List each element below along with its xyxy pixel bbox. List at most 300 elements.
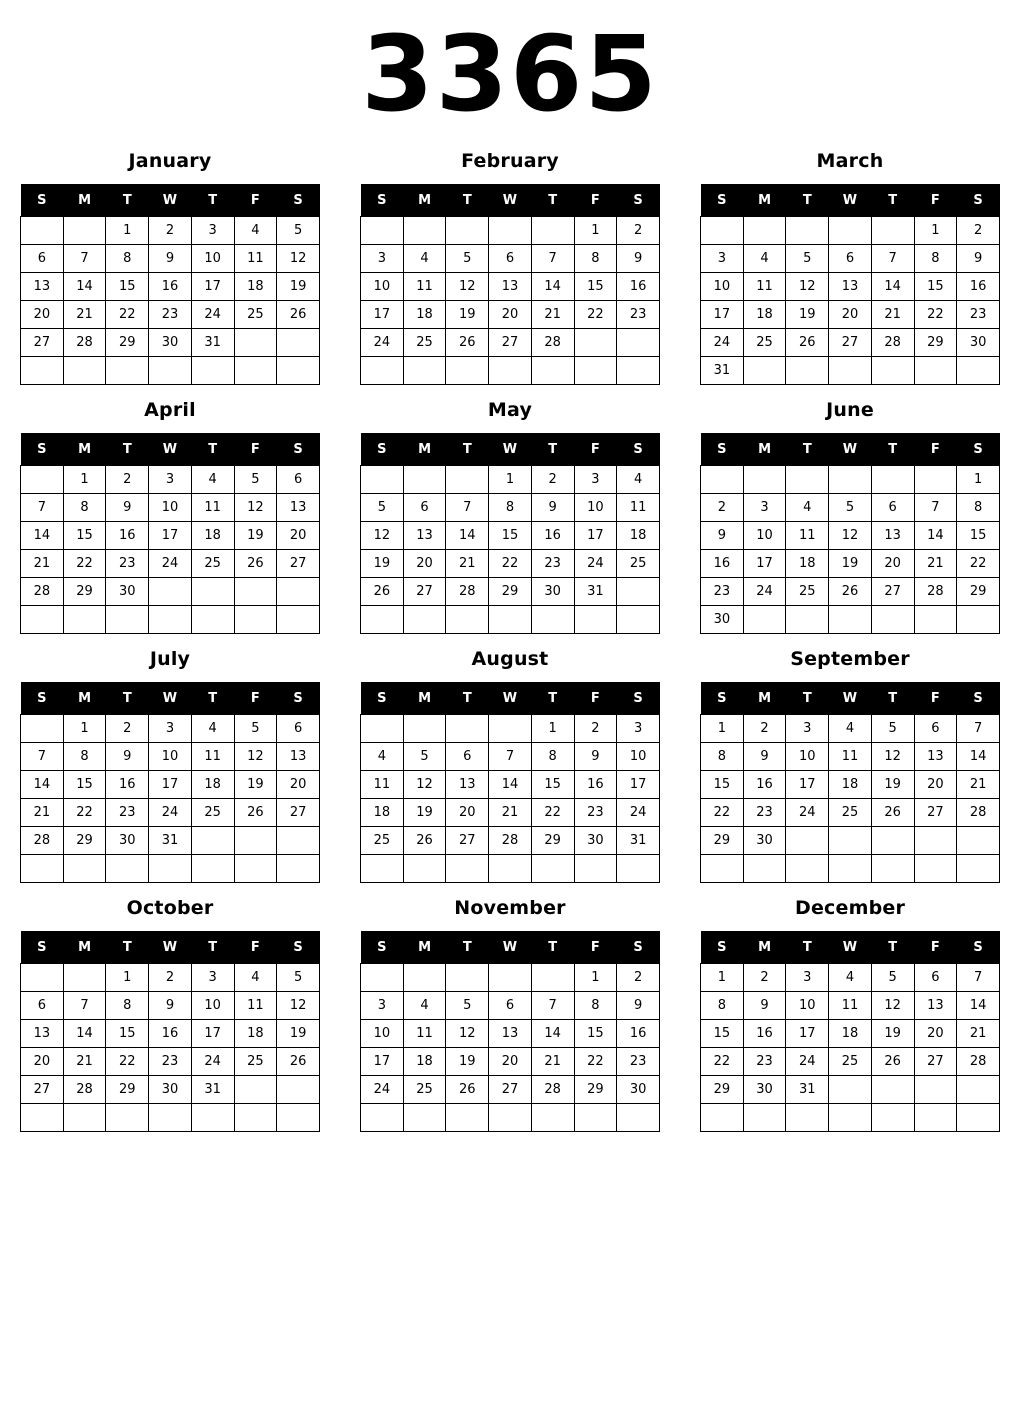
day-cell[interactable]: 18 bbox=[191, 522, 234, 550]
day-cell[interactable]: 30 bbox=[617, 1076, 660, 1104]
day-cell[interactable]: 22 bbox=[63, 799, 106, 827]
day-cell[interactable]: 22 bbox=[957, 550, 1000, 578]
day-cell[interactable]: 14 bbox=[957, 992, 1000, 1020]
day-cell[interactable]: 28 bbox=[63, 329, 106, 357]
day-cell[interactable]: 14 bbox=[489, 771, 532, 799]
day-cell[interactable]: 19 bbox=[361, 550, 404, 578]
day-cell[interactable]: 9 bbox=[531, 494, 574, 522]
day-cell[interactable]: 8 bbox=[914, 245, 957, 273]
day-cell[interactable]: 2 bbox=[574, 715, 617, 743]
day-cell[interactable]: 18 bbox=[829, 1020, 872, 1048]
day-cell[interactable]: 29 bbox=[957, 578, 1000, 606]
day-cell[interactable]: 7 bbox=[531, 992, 574, 1020]
day-cell[interactable]: 16 bbox=[149, 273, 192, 301]
day-cell[interactable]: 5 bbox=[277, 964, 320, 992]
day-cell[interactable]: 12 bbox=[786, 273, 829, 301]
day-cell[interactable]: 8 bbox=[63, 743, 106, 771]
day-cell[interactable]: 3 bbox=[191, 217, 234, 245]
day-cell[interactable]: 8 bbox=[701, 992, 744, 1020]
day-cell[interactable]: 4 bbox=[743, 245, 786, 273]
day-cell[interactable]: 22 bbox=[489, 550, 532, 578]
day-cell[interactable]: 3 bbox=[361, 992, 404, 1020]
day-cell[interactable]: 8 bbox=[574, 992, 617, 1020]
day-cell[interactable]: 9 bbox=[574, 743, 617, 771]
day-cell[interactable]: 9 bbox=[149, 245, 192, 273]
day-cell[interactable]: 23 bbox=[743, 1048, 786, 1076]
day-cell[interactable]: 23 bbox=[957, 301, 1000, 329]
day-cell[interactable]: 11 bbox=[617, 494, 660, 522]
day-cell[interactable]: 22 bbox=[701, 1048, 744, 1076]
day-cell[interactable]: 16 bbox=[574, 771, 617, 799]
day-cell[interactable]: 4 bbox=[234, 964, 277, 992]
day-cell[interactable]: 15 bbox=[914, 273, 957, 301]
day-cell[interactable]: 16 bbox=[149, 1020, 192, 1048]
day-cell[interactable]: 1 bbox=[489, 466, 532, 494]
day-cell[interactable]: 11 bbox=[403, 273, 446, 301]
day-cell[interactable]: 27 bbox=[489, 329, 532, 357]
day-cell[interactable]: 20 bbox=[914, 771, 957, 799]
day-cell[interactable]: 18 bbox=[361, 799, 404, 827]
day-cell[interactable]: 19 bbox=[277, 273, 320, 301]
day-cell[interactable]: 9 bbox=[149, 992, 192, 1020]
day-cell[interactable]: 12 bbox=[277, 245, 320, 273]
day-cell[interactable]: 13 bbox=[446, 771, 489, 799]
day-cell[interactable]: 30 bbox=[957, 329, 1000, 357]
day-cell[interactable]: 6 bbox=[489, 245, 532, 273]
day-cell[interactable]: 20 bbox=[277, 771, 320, 799]
day-cell[interactable]: 29 bbox=[531, 827, 574, 855]
day-cell[interactable]: 14 bbox=[957, 743, 1000, 771]
day-cell[interactable]: 5 bbox=[234, 466, 277, 494]
day-cell[interactable]: 20 bbox=[489, 301, 532, 329]
day-cell[interactable]: 3 bbox=[574, 466, 617, 494]
day-cell[interactable]: 1 bbox=[701, 715, 744, 743]
day-cell[interactable]: 30 bbox=[574, 827, 617, 855]
day-cell[interactable]: 27 bbox=[914, 1048, 957, 1076]
day-cell[interactable]: 10 bbox=[191, 992, 234, 1020]
day-cell[interactable]: 2 bbox=[957, 217, 1000, 245]
day-cell[interactable]: 16 bbox=[106, 771, 149, 799]
day-cell[interactable]: 24 bbox=[149, 550, 192, 578]
day-cell[interactable]: 24 bbox=[191, 1048, 234, 1076]
day-cell[interactable]: 13 bbox=[403, 522, 446, 550]
day-cell[interactable]: 21 bbox=[871, 301, 914, 329]
day-cell[interactable]: 19 bbox=[871, 771, 914, 799]
day-cell[interactable]: 19 bbox=[446, 301, 489, 329]
day-cell[interactable]: 8 bbox=[531, 743, 574, 771]
day-cell[interactable]: 19 bbox=[403, 799, 446, 827]
day-cell[interactable]: 5 bbox=[871, 964, 914, 992]
day-cell[interactable]: 24 bbox=[149, 799, 192, 827]
day-cell[interactable]: 23 bbox=[574, 799, 617, 827]
day-cell[interactable]: 14 bbox=[531, 273, 574, 301]
day-cell[interactable]: 16 bbox=[743, 771, 786, 799]
day-cell[interactable]: 26 bbox=[234, 550, 277, 578]
day-cell[interactable]: 31 bbox=[617, 827, 660, 855]
day-cell[interactable]: 30 bbox=[149, 1076, 192, 1104]
day-cell[interactable]: 30 bbox=[531, 578, 574, 606]
day-cell[interactable]: 19 bbox=[829, 550, 872, 578]
day-cell[interactable]: 25 bbox=[403, 329, 446, 357]
day-cell[interactable]: 6 bbox=[21, 245, 64, 273]
day-cell[interactable]: 13 bbox=[914, 992, 957, 1020]
day-cell[interactable]: 18 bbox=[234, 1020, 277, 1048]
day-cell[interactable]: 12 bbox=[234, 743, 277, 771]
day-cell[interactable]: 27 bbox=[403, 578, 446, 606]
day-cell[interactable]: 31 bbox=[149, 827, 192, 855]
day-cell[interactable]: 28 bbox=[21, 578, 64, 606]
day-cell[interactable]: 16 bbox=[957, 273, 1000, 301]
day-cell[interactable]: 6 bbox=[914, 715, 957, 743]
day-cell[interactable]: 9 bbox=[743, 743, 786, 771]
day-cell[interactable]: 13 bbox=[871, 522, 914, 550]
day-cell[interactable]: 9 bbox=[106, 743, 149, 771]
day-cell[interactable]: 24 bbox=[617, 799, 660, 827]
day-cell[interactable]: 26 bbox=[446, 329, 489, 357]
day-cell[interactable]: 9 bbox=[701, 522, 744, 550]
day-cell[interactable]: 10 bbox=[786, 743, 829, 771]
day-cell[interactable]: 25 bbox=[191, 799, 234, 827]
day-cell[interactable]: 24 bbox=[786, 1048, 829, 1076]
day-cell[interactable]: 25 bbox=[361, 827, 404, 855]
day-cell[interactable]: 20 bbox=[277, 522, 320, 550]
day-cell[interactable]: 16 bbox=[106, 522, 149, 550]
day-cell[interactable]: 11 bbox=[361, 771, 404, 799]
day-cell[interactable]: 6 bbox=[914, 964, 957, 992]
day-cell[interactable]: 17 bbox=[574, 522, 617, 550]
day-cell[interactable]: 21 bbox=[21, 550, 64, 578]
day-cell[interactable]: 22 bbox=[574, 1048, 617, 1076]
day-cell[interactable]: 4 bbox=[786, 494, 829, 522]
day-cell[interactable]: 13 bbox=[914, 743, 957, 771]
day-cell[interactable]: 1 bbox=[106, 217, 149, 245]
day-cell[interactable]: 1 bbox=[63, 715, 106, 743]
day-cell[interactable]: 11 bbox=[829, 992, 872, 1020]
day-cell[interactable]: 14 bbox=[63, 1020, 106, 1048]
day-cell[interactable]: 24 bbox=[574, 550, 617, 578]
day-cell[interactable]: 21 bbox=[957, 1020, 1000, 1048]
day-cell[interactable]: 21 bbox=[63, 301, 106, 329]
day-cell[interactable]: 30 bbox=[149, 329, 192, 357]
day-cell[interactable]: 11 bbox=[234, 992, 277, 1020]
day-cell[interactable]: 10 bbox=[361, 1020, 404, 1048]
day-cell[interactable]: 15 bbox=[106, 273, 149, 301]
day-cell[interactable]: 5 bbox=[361, 494, 404, 522]
day-cell[interactable]: 31 bbox=[191, 1076, 234, 1104]
day-cell[interactable]: 31 bbox=[574, 578, 617, 606]
day-cell[interactable]: 2 bbox=[617, 964, 660, 992]
day-cell[interactable]: 15 bbox=[957, 522, 1000, 550]
day-cell[interactable]: 12 bbox=[446, 273, 489, 301]
day-cell[interactable]: 12 bbox=[871, 992, 914, 1020]
day-cell[interactable]: 6 bbox=[489, 992, 532, 1020]
day-cell[interactable]: 29 bbox=[574, 1076, 617, 1104]
day-cell[interactable]: 4 bbox=[234, 217, 277, 245]
day-cell[interactable]: 25 bbox=[191, 550, 234, 578]
day-cell[interactable]: 4 bbox=[403, 992, 446, 1020]
day-cell[interactable]: 18 bbox=[786, 550, 829, 578]
day-cell[interactable]: 1 bbox=[574, 217, 617, 245]
day-cell[interactable]: 27 bbox=[489, 1076, 532, 1104]
day-cell[interactable]: 28 bbox=[531, 329, 574, 357]
day-cell[interactable]: 26 bbox=[234, 799, 277, 827]
day-cell[interactable]: 7 bbox=[871, 245, 914, 273]
day-cell[interactable]: 18 bbox=[743, 301, 786, 329]
day-cell[interactable]: 5 bbox=[446, 245, 489, 273]
day-cell[interactable]: 31 bbox=[701, 357, 744, 385]
day-cell[interactable]: 1 bbox=[106, 964, 149, 992]
day-cell[interactable]: 10 bbox=[701, 273, 744, 301]
day-cell[interactable]: 17 bbox=[149, 771, 192, 799]
day-cell[interactable]: 28 bbox=[21, 827, 64, 855]
day-cell[interactable]: 21 bbox=[957, 771, 1000, 799]
day-cell[interactable]: 28 bbox=[63, 1076, 106, 1104]
day-cell[interactable]: 5 bbox=[829, 494, 872, 522]
day-cell[interactable]: 19 bbox=[786, 301, 829, 329]
day-cell[interactable]: 26 bbox=[277, 301, 320, 329]
day-cell[interactable]: 1 bbox=[701, 964, 744, 992]
day-cell[interactable]: 26 bbox=[446, 1076, 489, 1104]
day-cell[interactable]: 19 bbox=[446, 1048, 489, 1076]
day-cell[interactable]: 11 bbox=[786, 522, 829, 550]
day-cell[interactable]: 26 bbox=[403, 827, 446, 855]
day-cell[interactable]: 26 bbox=[786, 329, 829, 357]
day-cell[interactable]: 12 bbox=[277, 992, 320, 1020]
day-cell[interactable]: 7 bbox=[446, 494, 489, 522]
day-cell[interactable]: 7 bbox=[63, 992, 106, 1020]
day-cell[interactable]: 17 bbox=[361, 301, 404, 329]
day-cell[interactable]: 13 bbox=[277, 494, 320, 522]
day-cell[interactable]: 24 bbox=[361, 1076, 404, 1104]
day-cell[interactable]: 8 bbox=[957, 494, 1000, 522]
day-cell[interactable]: 14 bbox=[914, 522, 957, 550]
day-cell[interactable]: 16 bbox=[617, 273, 660, 301]
day-cell[interactable]: 14 bbox=[871, 273, 914, 301]
day-cell[interactable]: 28 bbox=[489, 827, 532, 855]
day-cell[interactable]: 2 bbox=[531, 466, 574, 494]
day-cell[interactable]: 14 bbox=[531, 1020, 574, 1048]
day-cell[interactable]: 9 bbox=[617, 992, 660, 1020]
day-cell[interactable]: 11 bbox=[191, 743, 234, 771]
day-cell[interactable]: 30 bbox=[106, 578, 149, 606]
day-cell[interactable]: 26 bbox=[829, 578, 872, 606]
day-cell[interactable]: 22 bbox=[574, 301, 617, 329]
day-cell[interactable]: 21 bbox=[446, 550, 489, 578]
day-cell[interactable]: 10 bbox=[191, 245, 234, 273]
day-cell[interactable]: 23 bbox=[743, 799, 786, 827]
day-cell[interactable]: 2 bbox=[106, 715, 149, 743]
day-cell[interactable]: 19 bbox=[277, 1020, 320, 1048]
day-cell[interactable]: 23 bbox=[149, 1048, 192, 1076]
day-cell[interactable]: 16 bbox=[617, 1020, 660, 1048]
day-cell[interactable]: 18 bbox=[234, 273, 277, 301]
day-cell[interactable]: 17 bbox=[786, 771, 829, 799]
day-cell[interactable]: 22 bbox=[106, 1048, 149, 1076]
day-cell[interactable]: 25 bbox=[743, 329, 786, 357]
day-cell[interactable]: 28 bbox=[871, 329, 914, 357]
day-cell[interactable]: 9 bbox=[743, 992, 786, 1020]
day-cell[interactable]: 21 bbox=[21, 799, 64, 827]
day-cell[interactable]: 15 bbox=[489, 522, 532, 550]
day-cell[interactable]: 27 bbox=[277, 550, 320, 578]
day-cell[interactable]: 2 bbox=[701, 494, 744, 522]
day-cell[interactable]: 23 bbox=[701, 578, 744, 606]
day-cell[interactable]: 7 bbox=[63, 245, 106, 273]
day-cell[interactable]: 15 bbox=[574, 273, 617, 301]
day-cell[interactable]: 28 bbox=[957, 799, 1000, 827]
day-cell[interactable]: 18 bbox=[191, 771, 234, 799]
day-cell[interactable]: 9 bbox=[957, 245, 1000, 273]
day-cell[interactable]: 5 bbox=[403, 743, 446, 771]
day-cell[interactable]: 5 bbox=[871, 715, 914, 743]
day-cell[interactable]: 8 bbox=[63, 494, 106, 522]
day-cell[interactable]: 21 bbox=[531, 1048, 574, 1076]
day-cell[interactable]: 17 bbox=[191, 1020, 234, 1048]
day-cell[interactable]: 18 bbox=[403, 1048, 446, 1076]
day-cell[interactable]: 27 bbox=[829, 329, 872, 357]
day-cell[interactable]: 17 bbox=[191, 273, 234, 301]
day-cell[interactable]: 11 bbox=[403, 1020, 446, 1048]
day-cell[interactable]: 15 bbox=[63, 771, 106, 799]
day-cell[interactable]: 7 bbox=[957, 964, 1000, 992]
day-cell[interactable]: 10 bbox=[149, 494, 192, 522]
day-cell[interactable]: 26 bbox=[871, 1048, 914, 1076]
day-cell[interactable]: 24 bbox=[743, 578, 786, 606]
day-cell[interactable]: 12 bbox=[403, 771, 446, 799]
day-cell[interactable]: 21 bbox=[531, 301, 574, 329]
day-cell[interactable]: 29 bbox=[701, 1076, 744, 1104]
day-cell[interactable]: 12 bbox=[234, 494, 277, 522]
day-cell[interactable]: 17 bbox=[149, 522, 192, 550]
day-cell[interactable]: 17 bbox=[701, 301, 744, 329]
day-cell[interactable]: 5 bbox=[786, 245, 829, 273]
day-cell[interactable]: 7 bbox=[957, 715, 1000, 743]
day-cell[interactable]: 28 bbox=[446, 578, 489, 606]
day-cell[interactable]: 27 bbox=[914, 799, 957, 827]
day-cell[interactable]: 3 bbox=[361, 245, 404, 273]
day-cell[interactable]: 13 bbox=[277, 743, 320, 771]
day-cell[interactable]: 2 bbox=[617, 217, 660, 245]
day-cell[interactable]: 20 bbox=[446, 799, 489, 827]
day-cell[interactable]: 11 bbox=[743, 273, 786, 301]
day-cell[interactable]: 23 bbox=[617, 1048, 660, 1076]
day-cell[interactable]: 10 bbox=[617, 743, 660, 771]
day-cell[interactable]: 8 bbox=[106, 245, 149, 273]
day-cell[interactable]: 6 bbox=[277, 715, 320, 743]
day-cell[interactable]: 15 bbox=[701, 771, 744, 799]
day-cell[interactable]: 29 bbox=[63, 827, 106, 855]
day-cell[interactable]: 29 bbox=[106, 329, 149, 357]
day-cell[interactable]: 14 bbox=[21, 522, 64, 550]
day-cell[interactable]: 24 bbox=[701, 329, 744, 357]
day-cell[interactable]: 30 bbox=[743, 1076, 786, 1104]
day-cell[interactable]: 14 bbox=[63, 273, 106, 301]
day-cell[interactable]: 10 bbox=[786, 992, 829, 1020]
day-cell[interactable]: 29 bbox=[701, 827, 744, 855]
day-cell[interactable]: 3 bbox=[149, 715, 192, 743]
day-cell[interactable]: 18 bbox=[617, 522, 660, 550]
day-cell[interactable]: 12 bbox=[361, 522, 404, 550]
day-cell[interactable]: 23 bbox=[617, 301, 660, 329]
day-cell[interactable]: 29 bbox=[63, 578, 106, 606]
day-cell[interactable]: 22 bbox=[531, 799, 574, 827]
day-cell[interactable]: 27 bbox=[277, 799, 320, 827]
day-cell[interactable]: 28 bbox=[914, 578, 957, 606]
day-cell[interactable]: 19 bbox=[871, 1020, 914, 1048]
day-cell[interactable]: 22 bbox=[701, 799, 744, 827]
day-cell[interactable]: 2 bbox=[149, 217, 192, 245]
day-cell[interactable]: 14 bbox=[21, 771, 64, 799]
day-cell[interactable]: 25 bbox=[829, 799, 872, 827]
day-cell[interactable]: 15 bbox=[531, 771, 574, 799]
day-cell[interactable]: 4 bbox=[829, 964, 872, 992]
day-cell[interactable]: 18 bbox=[829, 771, 872, 799]
day-cell[interactable]: 20 bbox=[829, 301, 872, 329]
day-cell[interactable]: 27 bbox=[21, 329, 64, 357]
day-cell[interactable]: 2 bbox=[106, 466, 149, 494]
day-cell[interactable]: 2 bbox=[149, 964, 192, 992]
day-cell[interactable]: 22 bbox=[106, 301, 149, 329]
day-cell[interactable]: 6 bbox=[446, 743, 489, 771]
day-cell[interactable]: 6 bbox=[829, 245, 872, 273]
day-cell[interactable]: 31 bbox=[786, 1076, 829, 1104]
day-cell[interactable]: 24 bbox=[361, 329, 404, 357]
day-cell[interactable]: 10 bbox=[574, 494, 617, 522]
day-cell[interactable]: 13 bbox=[489, 1020, 532, 1048]
day-cell[interactable]: 23 bbox=[106, 550, 149, 578]
day-cell[interactable]: 15 bbox=[574, 1020, 617, 1048]
day-cell[interactable]: 29 bbox=[489, 578, 532, 606]
day-cell[interactable]: 1 bbox=[914, 217, 957, 245]
day-cell[interactable]: 26 bbox=[871, 799, 914, 827]
day-cell[interactable]: 12 bbox=[829, 522, 872, 550]
day-cell[interactable]: 26 bbox=[277, 1048, 320, 1076]
day-cell[interactable]: 30 bbox=[106, 827, 149, 855]
day-cell[interactable]: 20 bbox=[914, 1020, 957, 1048]
day-cell[interactable]: 25 bbox=[829, 1048, 872, 1076]
day-cell[interactable]: 2 bbox=[743, 964, 786, 992]
day-cell[interactable]: 9 bbox=[617, 245, 660, 273]
day-cell[interactable]: 7 bbox=[21, 743, 64, 771]
day-cell[interactable]: 3 bbox=[786, 964, 829, 992]
day-cell[interactable]: 20 bbox=[21, 1048, 64, 1076]
day-cell[interactable]: 4 bbox=[403, 245, 446, 273]
day-cell[interactable]: 27 bbox=[446, 827, 489, 855]
day-cell[interactable]: 20 bbox=[871, 550, 914, 578]
day-cell[interactable]: 2 bbox=[743, 715, 786, 743]
day-cell[interactable]: 27 bbox=[21, 1076, 64, 1104]
day-cell[interactable]: 20 bbox=[489, 1048, 532, 1076]
day-cell[interactable]: 25 bbox=[403, 1076, 446, 1104]
day-cell[interactable]: 25 bbox=[786, 578, 829, 606]
day-cell[interactable]: 12 bbox=[871, 743, 914, 771]
day-cell[interactable]: 11 bbox=[234, 245, 277, 273]
day-cell[interactable]: 11 bbox=[829, 743, 872, 771]
day-cell[interactable]: 9 bbox=[106, 494, 149, 522]
day-cell[interactable]: 7 bbox=[914, 494, 957, 522]
day-cell[interactable]: 5 bbox=[277, 217, 320, 245]
day-cell[interactable]: 16 bbox=[701, 550, 744, 578]
day-cell[interactable]: 6 bbox=[403, 494, 446, 522]
day-cell[interactable]: 20 bbox=[21, 301, 64, 329]
day-cell[interactable]: 7 bbox=[21, 494, 64, 522]
day-cell[interactable]: 20 bbox=[403, 550, 446, 578]
day-cell[interactable]: 4 bbox=[191, 715, 234, 743]
day-cell[interactable]: 30 bbox=[701, 606, 744, 634]
day-cell[interactable]: 15 bbox=[63, 522, 106, 550]
day-cell[interactable]: 7 bbox=[531, 245, 574, 273]
day-cell[interactable]: 11 bbox=[191, 494, 234, 522]
